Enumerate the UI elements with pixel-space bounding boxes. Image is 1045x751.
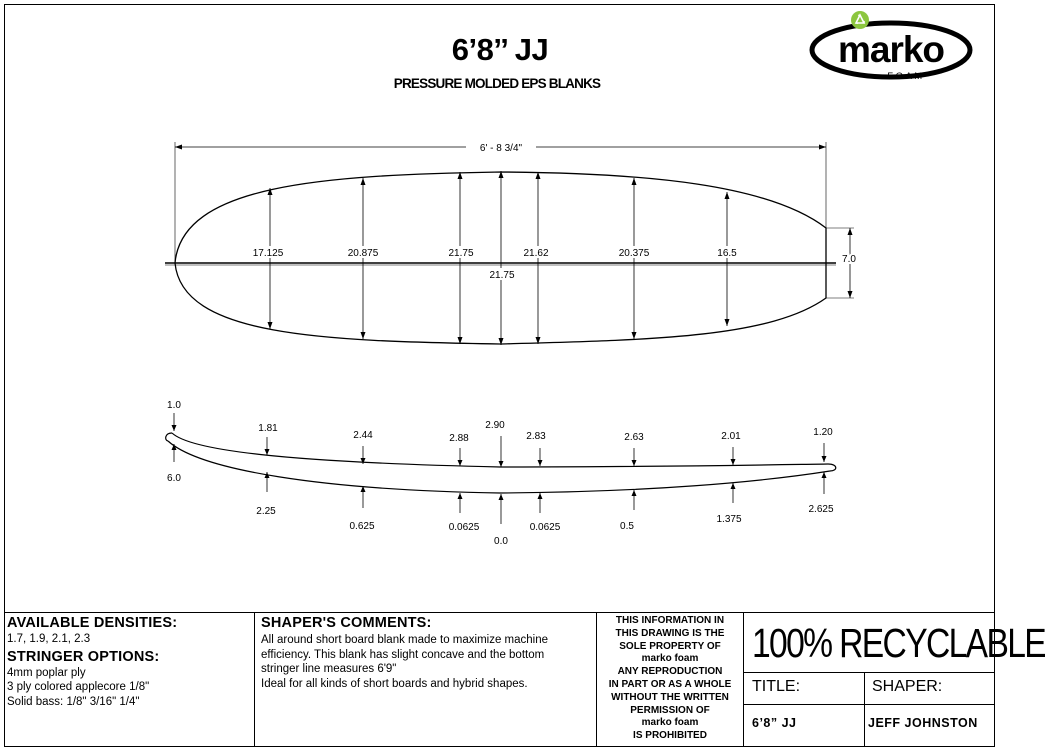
notice-line: marko foam [641, 653, 699, 665]
rocker-label-4: 0.0 [494, 536, 508, 547]
notice-line: PERMISSION OF [630, 704, 710, 716]
thickness-label-7: 2.01 [721, 431, 741, 442]
thickness-label-5: 2.83 [526, 431, 546, 442]
notice-line: IN PART OR AS A WHOLE [608, 678, 732, 690]
notice-line: WITHOUT THE WRITTEN [611, 691, 729, 703]
comments-heading: SHAPER'S COMMENTS: [261, 615, 432, 631]
nose-top-label: 1.0 [167, 400, 181, 411]
drawing-subtitle: PRESSURE MOLDED EPS BLANKS [393, 76, 601, 91]
tail-width-label: 7.0 [842, 254, 856, 265]
notice-line: IS PROHIBITED [633, 730, 707, 742]
stringer-heading: STRINGER OPTIONS: [7, 648, 160, 665]
comment-line-2: efficiency. This blank has slight concave and the bottom [261, 648, 545, 661]
shaper-value: JEFF JOHNSTON [868, 716, 978, 730]
densities-heading: AVAILABLE DENSITIES: [7, 615, 178, 631]
notice-line: marko foam [641, 717, 699, 729]
nose-bottom-label: 6.0 [167, 473, 181, 484]
rocker-view [166, 400, 836, 547]
center-width-label: 21.75 [489, 270, 515, 281]
width-label-6: 16.5 [717, 248, 737, 259]
rocker-label-5: 0.0625 [529, 522, 561, 533]
rocker-label-2: 0.625 [349, 521, 375, 532]
rocker-label-3: 0.0625 [448, 522, 480, 533]
logo-wordmark: marko [837, 29, 945, 70]
stringer-option-2: 3 ply colored applecore 1/8" [7, 681, 150, 693]
marko-foam-logo [812, 11, 970, 82]
thickness-label-1: 1.81 [258, 423, 278, 434]
notice-line: ANY REPRODUCTION [617, 666, 723, 678]
title-value: 6’8” JJ [752, 716, 797, 730]
stringer-option-1: 4mm poplar ply [7, 666, 86, 679]
width-label-5: 20.375 [618, 248, 650, 259]
comment-line-4: Ideal for all kinds of short boards and hybrid shapes. [261, 677, 528, 690]
densities-values: 1.7, 1.9, 2.1, 2.3 [7, 633, 91, 645]
outline-view [165, 140, 856, 345]
stringer-option-3: Solid bass: 1/8" 3/16" 1/4" [7, 695, 140, 708]
notice-line: SOLE PROPERTY OF [619, 640, 721, 652]
rocker-label-8: 2.625 [808, 504, 834, 515]
rocker-label-6: 0.5 [620, 521, 634, 532]
width-label-3: 21.75 [448, 248, 474, 259]
logo-sub: FOAM [887, 71, 925, 82]
length-label: 6' - 8 3/4" [479, 143, 523, 154]
thickness-label-8: 1.20 [813, 427, 833, 438]
rocker-label-1: 2.25 [256, 506, 276, 517]
drawing-title: 6’8’’ JJ [451, 32, 549, 67]
thickness-label-6: 2.63 [624, 432, 644, 443]
title-label: TITLE: [752, 678, 801, 695]
comment-line-1: All around short board blank made to maximize machine [261, 634, 549, 646]
comments-panel [261, 615, 594, 691]
width-label-1: 17.125 [252, 248, 284, 259]
width-arrowheads [268, 171, 730, 345]
specs-panel [7, 615, 252, 709]
comment-line-3: stringer line measures 6'9" [261, 663, 397, 675]
width-dimension-lines [270, 171, 727, 345]
recycle-icon [851, 11, 869, 29]
notice-line: THIS DRAWING IS THE [615, 627, 725, 639]
thickness-label-3: 2.88 [449, 433, 469, 444]
recyclable-banner: 100% RECYCLABLE [752, 620, 1045, 666]
notice-line: THIS INFORMATION IN [615, 615, 725, 626]
thickness-label-2: 2.44 [353, 430, 373, 441]
width-label-4: 21.62 [523, 248, 549, 259]
thickness-label-4: 2.90 [485, 420, 505, 431]
shaper-label: SHAPER: [872, 678, 943, 695]
property-notice [597, 615, 743, 743]
width-label-2: 20.875 [347, 248, 379, 259]
rocker-label-7: 1.375 [716, 514, 742, 525]
